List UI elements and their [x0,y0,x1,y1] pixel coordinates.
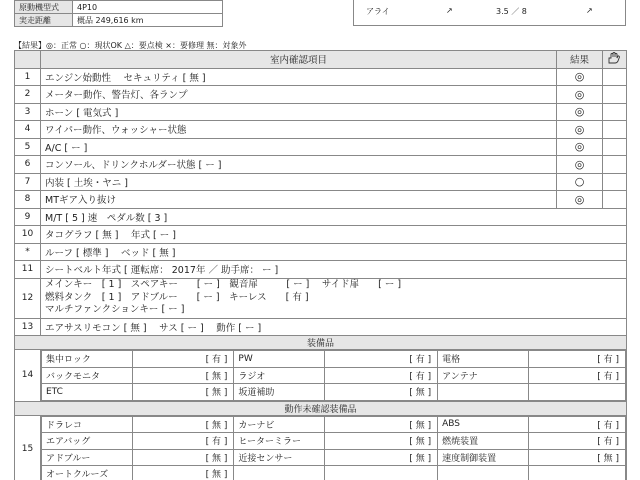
keys-line-1: メインキー [ 1 ] スペアキー [ ー ] 観音扉 [ ー ] サイド扉 [ ー ] [45,279,402,291]
equipment-value: [ 無 ] [132,466,234,480]
equipment-name: アンテナ [438,367,529,384]
equipment-value [528,466,625,480]
keys-line-2: 燃料タンク [ 1 ] アドブルー [ ー ] キーレス [ 有 ] [45,291,309,303]
model-label: 原動機型式 [15,1,73,14]
equipment-value: [ 無 ] [528,449,625,466]
row-number: * [15,243,41,261]
result-legend: 【結果】◎：正常 ○：現状OK △：要点検 ×：要修理 無：対象外 [14,41,247,50]
equipment-row [42,367,626,384]
keys-row [41,278,627,318]
equipment-name: アドブルー [42,449,133,466]
inspection-row [15,86,627,104]
mileage-value: 概品 249,616 km [73,14,223,27]
air-suspension-row: エアサスリモコン [ 無 ] サス [ ー ] 動作 [ ー ] [41,318,627,336]
inspection-row [15,191,627,209]
inspection-result: ◎ [557,68,603,86]
row-number: 4 [15,121,41,139]
equipment-table [41,350,626,401]
equipment-name: 坂道補助 [234,384,325,401]
equipment-value: [ 有 ] [528,351,625,368]
inspection-result: ◎ [557,138,603,156]
inspection-item: メーター動作、警告灯、各ランプ [41,86,557,104]
section-title: 室内確認項目 [41,51,557,69]
equipment-row [42,416,626,433]
equipment-name [438,384,529,401]
equipment-name [234,466,325,480]
equipment-name: 電格 [438,351,529,368]
row-number: 3 [15,103,41,121]
equipment-row [42,449,626,466]
seatbelt-row: シートベルト年式 [ 運転席： 2017年 ／ 助手席： ー ] [41,261,627,279]
equipment-name: 近接センサー [234,449,325,466]
equipment-row [42,433,626,450]
inspection-item: MTギア入り抜け [41,191,557,209]
equipment-name [438,466,529,480]
equipment-value: [ 有 ] [324,351,437,368]
row-number: 13 [15,318,41,336]
row-number: 8 [15,191,41,209]
row-number: 5 [15,138,41,156]
equipment-value: [ 無 ] [132,449,234,466]
equipment-value: [ 無 ] [132,367,234,384]
equipment-value: [ 有 ] [132,433,234,450]
inspection-result: ◎ [557,121,603,139]
equipment-name: エアバッグ [42,433,133,450]
row-number: 14 [15,350,41,402]
row-number: 2 [15,86,41,104]
inspection-item: コンソール、ドリンクホルダー状態 [ ー ] [41,156,557,174]
hand-icon [603,51,627,69]
unchecked-equipment-table [41,416,626,480]
equipment-name: オートクルーズ [42,466,133,480]
equipment-value [324,466,437,480]
equipment-title: 装備品 [15,336,627,350]
inspection-result: ◎ [557,103,603,121]
row-number: 1 [15,68,41,86]
unchecked-equipment-title: 動作未確認装備品 [15,401,627,415]
equipment-name: ETC [42,384,133,401]
row-number: 15 [15,415,41,480]
equipment-value: [ 無 ] [324,384,437,401]
inspection-item: A/C [ ー ] [41,138,557,156]
equipment-value: [ 無 ] [132,384,234,401]
equipment-value: [ 有 ] [528,433,625,450]
mileage-label: 実走距離 [15,14,73,27]
tachograph-row: タコグラフ [ 無 ] 年式 [ ー ] [41,226,627,244]
equipment-value: [ 有 ] [528,416,625,433]
inspection-result: ◎ [557,156,603,174]
equipment-value: [ 無 ] [324,433,437,450]
row-number: 6 [15,156,41,174]
equipment-name: ヒーターミラー [234,433,325,450]
alignment-value-3: ↗ [586,6,593,15]
inspection-row [15,68,627,86]
equipment-value: [ 無 ] [132,416,234,433]
row-number: 12 [15,278,41,318]
equipment-name: カーナビ [234,416,325,433]
equipment-name: 燃焼装置 [438,433,529,450]
inspection-item: 内装 [ 土埃・ヤニ ] [41,173,557,191]
row-number: 11 [15,261,41,279]
transmission-row: M/T [ 5 ] 速 ペダル数 [ 3 ] [41,208,627,226]
inspection-row [15,138,627,156]
equipment-value: [ 有 ] [132,351,234,368]
inspection-result: ○ [557,173,603,191]
equipment-name: ABS [438,416,529,433]
interior-inspection-table [14,50,627,480]
inspection-row [15,156,627,174]
roof-row: ルーフ [ 標準 ] ベッド [ 無 ] [41,243,627,261]
equipment-name: ドラレコ [42,416,133,433]
equipment-value: [ 無 ] [324,416,437,433]
row-number: 9 [15,208,41,226]
inspection-row [15,103,627,121]
equipment-value: [ 有 ] [324,367,437,384]
alignment-value-1: ↗ [446,6,453,15]
row-number: 10 [15,226,41,244]
inspection-result: ◎ [557,86,603,104]
inspection-item: ワイパー動作、ウォッシャー状態 [41,121,557,139]
equipment-name: ラジオ [234,367,325,384]
inspection-item: エンジン始動性 セキュリティ [ 無 ] [41,68,557,86]
row-number: 7 [15,173,41,191]
equipment-value [528,384,625,401]
inspection-result: ◎ [557,191,603,209]
alignment-value-2: 3.5 ／ 8 [496,7,527,16]
keys-line-3: マルチファンクションキー [ ー ] [45,304,185,316]
model-value: 4P10 [73,1,223,14]
equipment-value: [ 有 ] [528,367,625,384]
equipment-row [42,384,626,401]
inspection-row [15,121,627,139]
equipment-name: 速度制御装置 [438,449,529,466]
equipment-name: PW [234,351,325,368]
equipment-name: バックモニタ [42,367,133,384]
equipment-value: [ 無 ] [324,449,437,466]
alignment-label: アライ [366,7,390,16]
alignment-box [353,0,626,26]
equipment-row [42,466,626,480]
inspection-row [15,173,627,191]
inspection-item: ホーン [ 電気式 ] [41,103,557,121]
result-header: 結果 [557,51,603,69]
equipment-name: 集中ロック [42,351,133,368]
equipment-row [42,351,626,368]
